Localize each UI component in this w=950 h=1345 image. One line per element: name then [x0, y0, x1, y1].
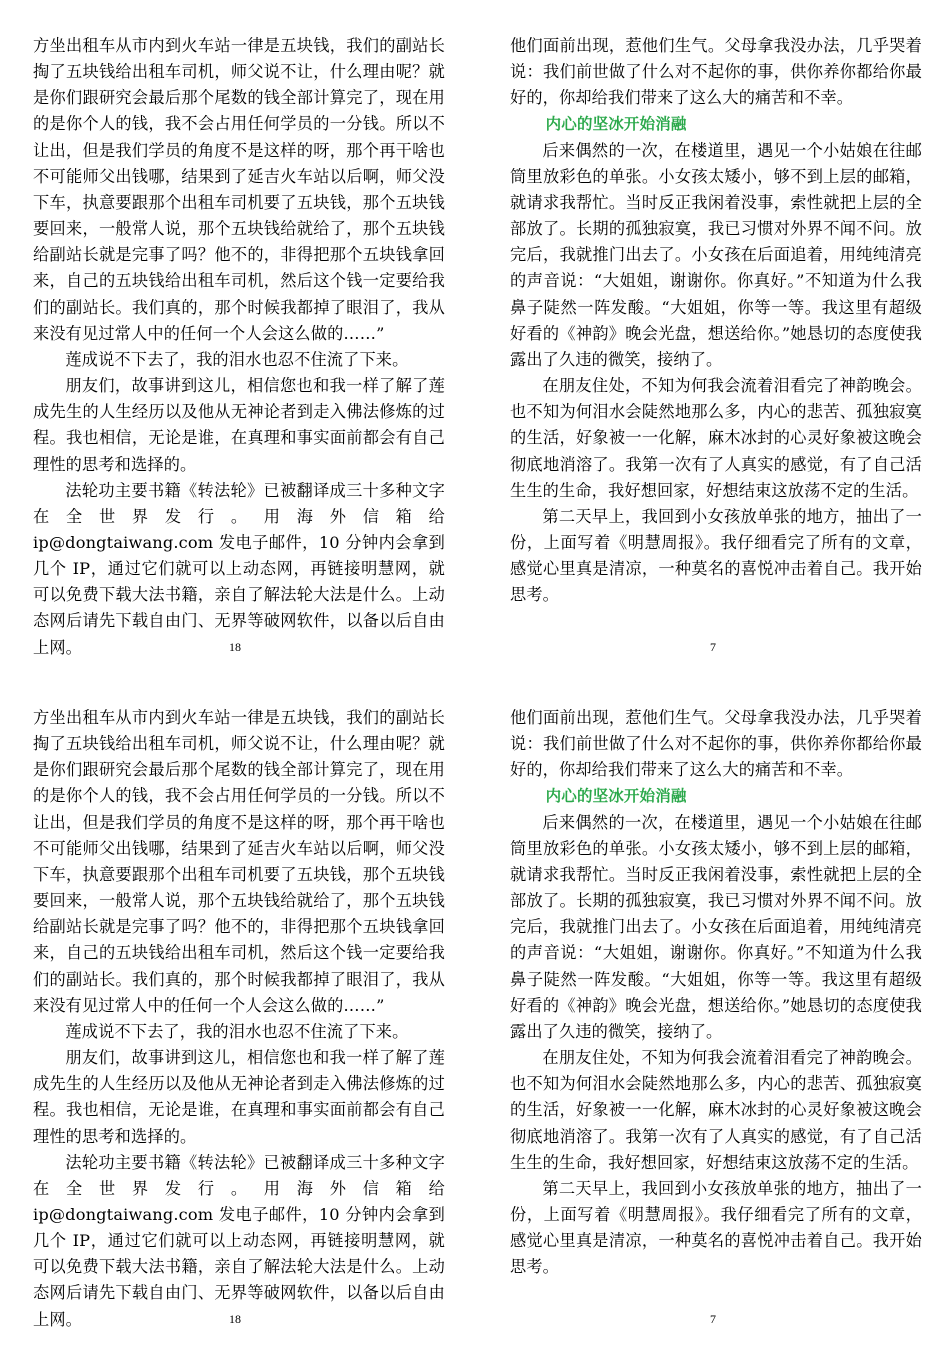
paragraph: 第二天早上，我回到小女孩放单张的地方，抽出了一份，上面写着《明慧周报》。我仔细看完了所有的文章，感觉心里真是清凉，一种莫名的喜悦冲击着自己。我开始思考。 — [510, 506, 922, 605]
paragraph: 朋友们，故事讲到这儿，相信您也和我一样了解了莲成先生的人生经历以及他从无神论者到走入佛法修炼的过程。我也相信，无论是谁，在真理和事实面前都会有自己理性的思考和选择的。 — [33, 1048, 445, 1146]
paragraph: 他们面前出现，惹他们生气。父母拿我没办法，几乎哭着说：我们前世做了什么对不起你的事，供你养你都给你最好的，你却给我们带来了这么大的痛苦和不幸。 — [510, 708, 922, 780]
page-number: 18 — [229, 640, 241, 654]
paragraph: 后来偶然的一次，在楼道里，遇见一个小姑娘在往邮筒里放彩色的单张。小女孩太矮小，够不到上层的邮箱，就请求我帮忙。当时反正我闲着没事，索性就把上层的全部放了。长期的孤独寂寞，我已习惯对外界不闻不问。放完后，我就推门出去了。小女孩在后面追着，用纯纯清亮的声音说：“大姐姐，谢谢你。你真好。”不知道为什么我鼻子陡然一阵发酸。“大姐姐，你等一等。我这里有超级好看的《神韵》晚会光盘，想送给你。”她恳切的态度使我露出了久违的微笑，接纳了。 — [510, 812, 922, 1041]
page-number: 7 — [710, 640, 716, 654]
paragraph: 在朋友住处，不知为何我会流着泪看完了神韵晚会。也不知为何泪水会陡然地那么多，内心的悲苦、孤独寂寞的生活，好象被一一化解，麻木冰封的心灵好象被这晚会彻底地消溶了。我第一次有了人真实的感觉，有了自己活生生的生命，我好想回家，好想结束这放荡不定的生活。 — [510, 376, 922, 500]
right-page-text-top — [510, 33, 922, 608]
paragraph: 第二天早上，我回到小女孩放单张的地方，抽出了一份，上面写着《明慧周报》。我仔细看完了所有的文章，感觉心里真是清凉，一种莫名的喜悦冲击着自己。我开始思考。 — [510, 1178, 922, 1277]
paragraph: 莲成说不下去了，我的泪水也忍不住流了下来。 — [65, 349, 409, 369]
paragraph: 莲成说不下去了，我的泪水也忍不住流了下来。 — [65, 1021, 409, 1041]
left-page-text-bottom — [33, 705, 445, 1333]
paragraph: 方坐出租车从市内到火车站一律是五块钱，我们的副站长掏了五块钱给出租车司机，师父说不让，什么理由呢？就是你们跟研究会最后那个尾数的钱全部计算完了，现在用的是你个人的钱，我不会占用任何学员的一分钱。所以不让出，但是我们学员的角度不是这样的呀，那个再干啥也不可能师父出钱哪，结果到了延吉火车站以后啊，师父没下车，执意要跟那个出租车司机要了五块钱，那个五块钱要回来，一般常人说，那个五块钱给就给了，那个五块钱给副站长就是完事了吗？他不的，非得把那个五块钱拿回来，自己的五块钱给出租车司机，然后这个钱一定要给我们的副站长。我们真的，那个时候我都掉了眼泪了，我从来没有见过常人中的任何一个人会这么做的……” — [33, 708, 445, 1015]
page-number: 7 — [710, 1312, 716, 1326]
paragraph: ip@dongtaiwang.com 发电子邮件，10 分钟内会拿到几个 IP，通过它们就可以上动态网，再链接明慧网，就可以免费下载大法书籍，亲自了解法轮大法是什么。上动态网后请先下载自由门、无界等破网软件，以备以后自由上网。 — [33, 1204, 445, 1329]
right-page-text-bottom — [510, 705, 922, 1280]
section-heading: 内心的坚冰开始消融 — [545, 787, 687, 806]
paragraph: 在朋友住处，不知为何我会流着泪看完了神韵晚会。也不知为何泪水会陡然地那么多，内心的悲苦、孤独寂寞的生活，好象被一一化解，麻木冰封的心灵好象被这晚会彻底地消溶了。我第一次有了人真实的感觉，有了自己活生生的生命，我好想回家，好想结束这放荡不定的生活。 — [510, 1048, 922, 1172]
paragraph: 朋友们，故事讲到这儿，相信您也和我一样了解了莲成先生的人生经历以及他从无神论者到走入佛法修炼的过程。我也相信，无论是谁，在真理和事实面前都会有自己理性的思考和选择的。 — [33, 376, 445, 474]
left-page-text-top — [33, 33, 445, 661]
paragraph: 后来偶然的一次，在楼道里，遇见一个小姑娘在往邮筒里放彩色的单张。小女孩太矮小，够不到上层的邮箱，就请求我帮忙。当时反正我闲着没事，索性就把上层的全部放了。长期的孤独寂寞，我已习惯对外界不闻不问。放完后，我就推门出去了。小女孩在后面追着，用纯纯清亮的声音说：“大姐姐，谢谢你。你真好。”不知道为什么我鼻子陡然一阵发酸。“大姐姐，你等一等。我这里有超级好看的《神韵》晚会光盘，想送给你。”她恳切的态度使我露出了久违的微笑，接纳了。 — [510, 140, 922, 369]
paragraph: 法轮功主要书籍《转法轮》已被翻译成三十多种文字在全世界发行。用海外信箱给 — [33, 480, 445, 526]
paragraph: 方坐出租车从市内到火车站一律是五块钱，我们的副站长掏了五块钱给出租车司机，师父说不让，什么理由呢？就是你们跟研究会最后那个尾数的钱全部计算完了，现在用的是你个人的钱，我不会占用任何学员的一分钱。所以不让出，但是我们学员的角度不是这样的呀，那个再干啥也不可能师父出钱哪，结果到了延吉火车站以后啊，师父没下车，执意要跟那个出租车司机要了五块钱，那个五块钱要回来，一般常人说，那个五块钱给就给了，那个五块钱给副站长就是完事了吗？他不的，非得把那个五块钱拿回来，自己的五块钱给出租车司机，然后这个钱一定要给我们的副站长。我们真的，那个时候我都掉了眼泪了，我从来没有见过常人中的任何一个人会这么做的……” — [33, 36, 445, 343]
paragraph: 法轮功主要书籍《转法轮》已被翻译成三十多种文字在全世界发行。用海外信箱给 — [33, 1152, 445, 1198]
page-number: 18 — [229, 1312, 241, 1326]
paragraph: ip@dongtaiwang.com 发电子邮件，10 分钟内会拿到几个 IP，通过它们就可以上动态网，再链接明慧网，就可以免费下载大法书籍，亲自了解法轮大法是什么。上动态网后请先下载自由门、无界等破网软件，以备以后自由上网。 — [33, 532, 445, 657]
paragraph: 他们面前出现，惹他们生气。父母拿我没办法，几乎哭着说：我们前世做了什么对不起你的事，供你养你都给你最好的，你却给我们带来了这么大的痛苦和不幸。 — [510, 36, 922, 108]
section-heading: 内心的坚冰开始消融 — [545, 115, 687, 134]
